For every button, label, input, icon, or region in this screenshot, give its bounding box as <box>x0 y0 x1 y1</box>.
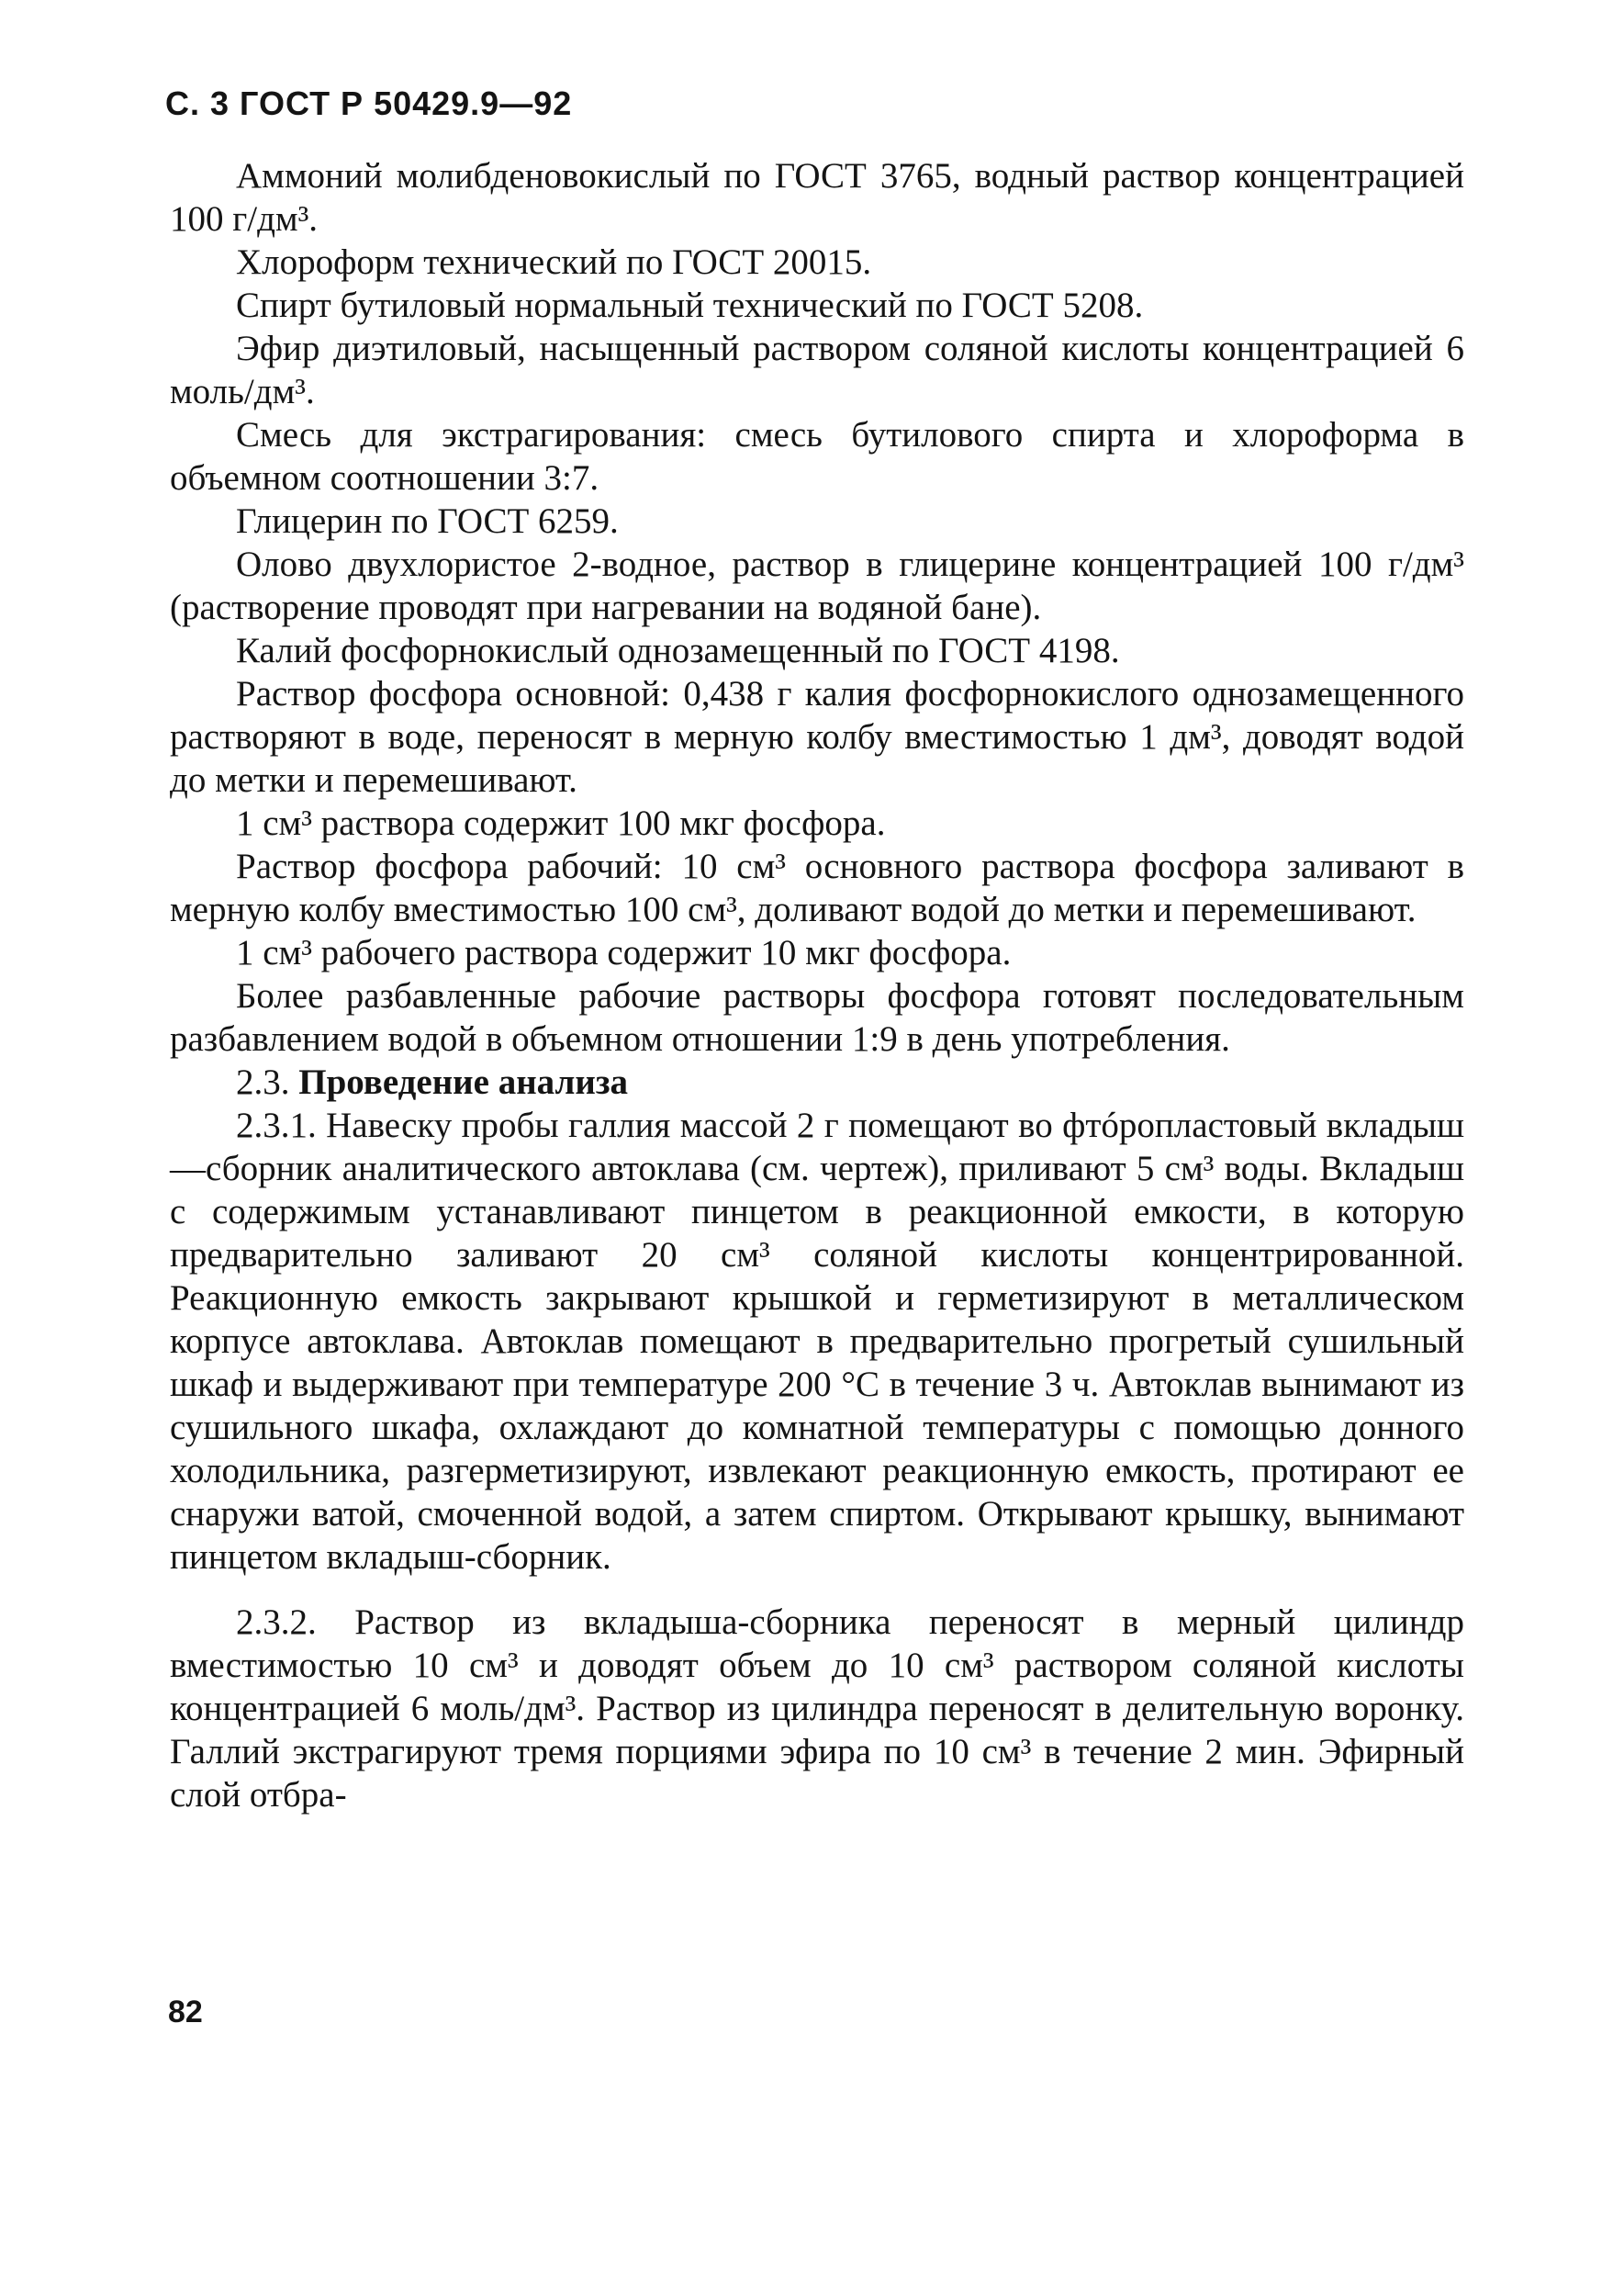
document-body <box>170 154 1464 1816</box>
page-number: 82 <box>168 1995 203 2029</box>
section-heading <box>170 1061 1464 1104</box>
reagent-working-concentration-note: 1 см³ рабочего раствора содержит 10 мкг фосфора. <box>236 933 1012 972</box>
reagent-stock-concentration-note: 1 см³ раствора содержит 100 мкг фосфора. <box>236 804 886 843</box>
section-title: Проведение анализа <box>298 1062 629 1102</box>
reagent-tin-chloride: Олово двухлористое 2-водное, раствор в глицерине концентрацией 100 г/дм³ (растворение проводят при нагревании на водяной бане). <box>170 545 1464 627</box>
reagent-phosphorus-working-solution: Раствор фосфора рабочий: 10 см³ основного раствора фосфора заливают в мерную колбу вместимостью 100 см³, доливают водой до метки и перемешивают. <box>170 847 1464 929</box>
reagent-butyl-alcohol: Спирт бутиловый нормальный технический по ГОСТ 5208. <box>236 286 1144 325</box>
paragraph-2-3-1: 2.3.1. Навеску пробы галлия массой 2 г помещают во фтóропластовый вкладыш—сборник аналитического автоклава (см. чертеж), приливают 5 см³ воды. Вкладыш с содержимым устанавливают пинцетом в реакционной емкости, в которую предварительно заливают 20 см³ соляной кислоты концентрированной. Реакционную емкость закрывают крышкой и герметизируют в металлическом корпусе автоклава. Автоклав помещают в предварительно прогретый сушильный шкаф и выдерживают при температуре 200 °С в течение 3 ч. Автоклав вынимают из сушильного шкафа, охлаждают до комнатной температуры с помощью донного холодильника, разгерметизируют, извлекают реакционную емкость, протирают ее снаружи ватой, смоченной водой, а затем спиртом. Открывают крышку, вынимают пинцетом вкладыш-сборник. <box>170 1106 1464 1577</box>
reagent-extraction-mixture: Смесь для экстрагирования: смесь бутилового спирта и хлороформа в объемном соотношении 3:7. <box>170 415 1464 498</box>
paragraph-2-3-2: 2.3.2. Раствор из вкладыша-сборника переносят в мерный цилиндр вместимостью 10 см³ и доводят объем до 10 см³ раствором соляной кислоты концентрацией 6 моль/дм³. Раствор из цилиндра переносят в делительную воронку. Галлий экстрагируют тремя порциями эфира по 10 см³ в течение 2 мин. Эфирный слой отбра- <box>170 1602 1464 1815</box>
reagent-potassium-phosphate: Калий фосфорнокислый однозамещенный по ГОСТ 4198. <box>236 631 1120 670</box>
page-header: С. 3 ГОСТ Р 50429.9—92 <box>165 84 573 122</box>
reagent-phosphorus-stock-solution: Раствор фосфора основной: 0,438 г калия фосфорнокислого однозамещенного растворяют в воде, переносят в мерную колбу вместимостью 1 дм³, доводят водой до метки и перемешивают. <box>170 674 1464 800</box>
reagent-chloroform: Хлороформ технический по ГОСТ 20015. <box>236 242 872 282</box>
reagent-ammonium-molybdate: Аммоний молибденовокислый по ГОСТ 3765, водный раствор концентрацией 100 г/дм³. <box>170 156 1464 239</box>
reagent-diluted-solutions: Более разбавленные рабочие растворы фосфора готовят последовательным разбавлением водой в объемном отношении 1:9 в день употребления. <box>170 976 1464 1059</box>
reagent-diethyl-ether: Эфир диэтиловый, насыщенный раствором соляной кислоты концентрацией 6 моль/дм³. <box>170 329 1464 411</box>
section-number: 2.3. <box>236 1062 290 1102</box>
reagent-glycerin: Глицерин по ГОСТ 6259. <box>236 501 619 541</box>
